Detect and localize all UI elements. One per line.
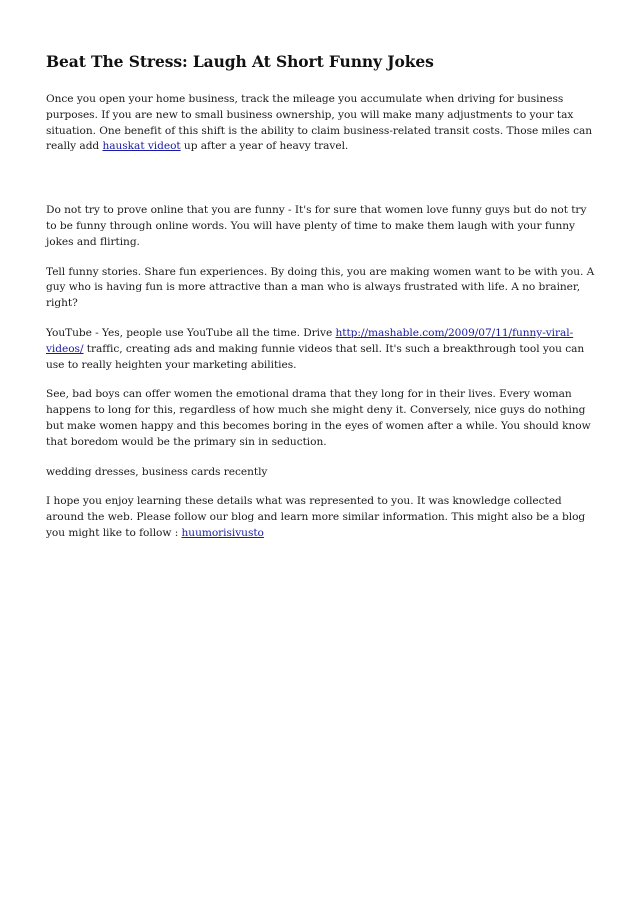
link-mashable[interactable]: http://mashable.com/2009/07/11/funny-viral-videos/ — [46, 326, 574, 355]
paragraph-online-funny: Do not try to prove online that you are funny - It's for sure that women love funny guys but do not try to be funny through online words. You will have plenty of time to make them laugh with your funny jokes and flirting. — [46, 204, 587, 248]
link-huumorisivusto[interactable]: huumorisivusto — [181, 526, 264, 539]
page-title: Beat The Stress: Laugh At Short Funny Jokes — [46, 52, 434, 71]
paragraph-youtube — [46, 326, 596, 373]
paragraph-text: traffic, creating ads and making funnie videos that sell. It's such a breakthrough tool you can use to really heighten your marketing abilities. — [46, 342, 585, 371]
paragraph-text: YouTube - Yes, people use YouTube all the time. Drive — [46, 326, 336, 339]
paragraph-tags: wedding dresses, business cards recently — [46, 465, 268, 478]
paragraph-text: up after a year of heavy travel. — [180, 140, 349, 153]
link-hauskat-videot[interactable]: hauskat videot — [102, 140, 181, 153]
paragraph-funny-stories: Tell funny stories. Share fun experiences. By doing this, you are making women want to be with you. A guy who is having fun is more attractive than a man who is always frustrated with life. A no brainer, right? — [46, 265, 595, 310]
document-page — [46, 0, 596, 542]
paragraph-closing — [46, 494, 596, 541]
paragraph-text: I hope you enjoy learning these details what was represented to you. It was knowledge collected around the web. Please follow our blog and learn more similar information. This might also be a blog you might like to follow : — [46, 495, 586, 539]
paragraph-bad-boys: See, bad boys can offer women the emotional drama that they long for in their lives. Every woman happens to long for this, regardless of how much she might deny it. Conversely, nice guys do nothing but make women happy and this becomes boring in the eyes of women after a while. You should know that boredom would be the primary sin in seduction. — [46, 388, 591, 448]
paragraph-mileage — [46, 92, 596, 155]
paragraph-text: Once you open your home business, track the mileage you accumulate when driving for business purposes. If you are new to small business ownership, you will make many adjustments to your tax situation. One benefit of this shift is the ability to claim business-related transit costs. Those miles can really add — [46, 93, 593, 153]
